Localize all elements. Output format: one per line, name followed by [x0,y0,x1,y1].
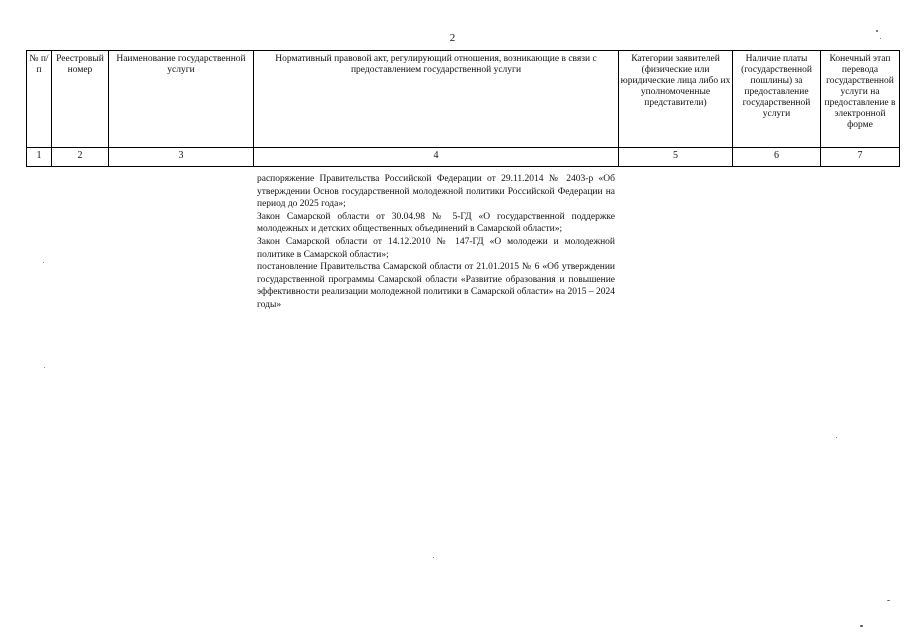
legal-act-item: постановление Правительства Самарской области от 21.01.2015 № 6 «Об утверждении государственной программы Самарской области «Развитие образования и повышение эффективности реализации молодежной политики в Самарской области» на 2015 – 2024 годы» [257,262,615,310]
header-cell-registry-number: Реестровый номер [52,51,109,148]
scan-speck [876,30,878,32]
column-number: 1 [27,148,52,167]
page-number: 2 [449,32,456,44]
column-number: 6 [733,148,821,167]
header-cell-number: № п/п [27,51,52,148]
scan-speck [860,625,863,627]
header-cell-legal-act: Нормативный правовой акт, регулирующий отношения, возникающие в связи с предоставлением государственной услуги [254,51,619,148]
column-number: 3 [109,148,254,167]
scan-speck [43,262,44,263]
column-number: 5 [619,148,733,167]
scan-speck [836,437,837,438]
header-cell-final-stage: Конечный этап перевода государственной услуги на предоставление в электронной форме [821,51,900,148]
scan-speck [433,557,434,558]
column-number: 2 [52,148,109,167]
scan-speck [880,38,881,39]
column-number-row [27,148,900,167]
column-number: 7 [821,148,900,167]
legal-act-item: Закон Самарской области от 30.04.98 № 5-ГД «О государственной поддержке молодежных и детских общественных объединений в Самарской области»; [257,211,615,235]
header-row [27,51,900,148]
scan-speck [887,600,890,601]
legal-acts-continuation [257,173,615,312]
header-cell-service-name: Наименование государственной услуги [109,51,254,148]
scan-speck [44,367,45,368]
header-cell-fee: Наличие платы (государственной пошлины) за предоставление государственной услуги [733,51,821,148]
header-cell-applicant-categories: Категории заявителей (физические или юридические лица либо их уполномоченные представители) [619,51,733,148]
legal-act-item: распоряжение Правительства Российской Федерации от 29.11.2014 № 2403-р «Об утверждении Основ государственной молодежной политики Российской Федерации на период до 2025 года»; [257,174,615,210]
services-table [26,50,900,167]
legal-act-item: Закон Самарской области от 14.12.2010 № 147-ГД «О молодежи и молодежной политике в Самарской области»; [257,236,615,260]
column-number: 4 [254,148,619,167]
